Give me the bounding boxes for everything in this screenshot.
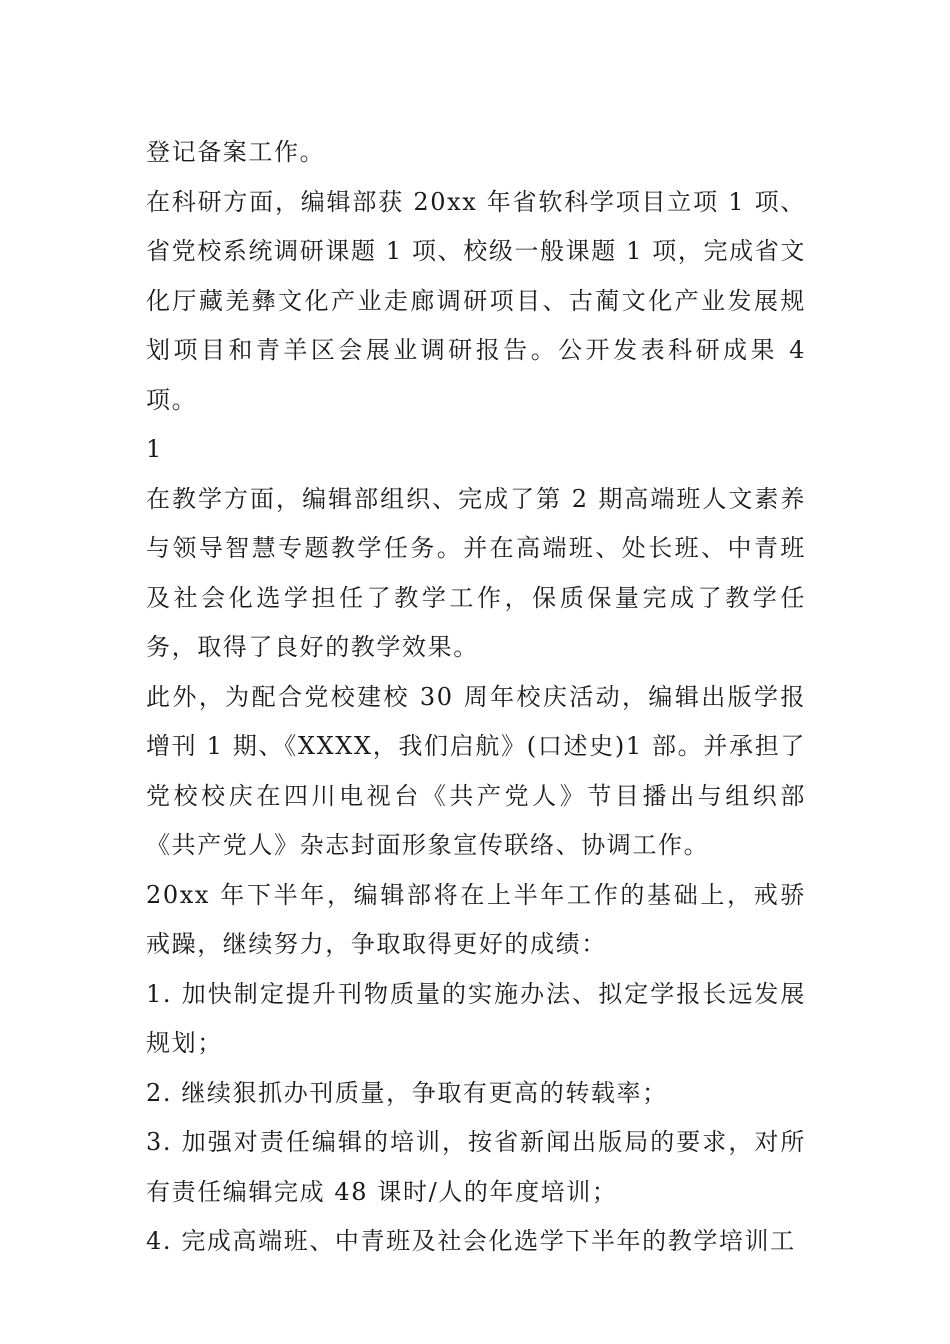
plan-item-3: 3. 加强对责任编辑的培训，按省新闻出版局的要求，对所有责任编辑完成 48 课时/人的年度培训； — [146, 1128, 806, 1206]
paragraph-anniversary: 此外，为配合党校建校 30 周年校庆活动，编辑出版学报增刊 1 期、《XXXX，我们启航》(口述史)1 部。并承担了党校校庆在四川电视台《共产党人》节目播出与组织部《共产党人》杂志封面形象宣传联络、协调工作。 — [146, 682, 806, 859]
plan-item-4: 4. 完成高端班、中青班及社会化选学下半年的教学培训工 — [146, 1227, 796, 1255]
paragraph-teaching: 在教学方面，编辑部组织、完成了第 2 期高端班人文素养与领导智慧专题教学任务。并在高端班、处长班、中青班及社会化选学担任了教学工作，保质保量完成了教学任务，取得了良好的教学效果。 — [146, 484, 806, 661]
paragraph-registration: 登记备案工作。 — [146, 138, 326, 166]
document-body — [146, 128, 806, 1267]
plan-item-2: 2. 继续狠抓办刊质量，争取有更高的转载率； — [146, 1078, 668, 1107]
paragraph-second-half-plan: 20xx 年下半年，编辑部将在上半年工作的基础上，戒骄戒躁，继续努力，争取取得更好的成绩： — [146, 880, 806, 958]
page-number: 1 — [146, 435, 163, 463]
plan-item-1: 1. 加快制定提升刊物质量的实施办法、拟定学报长远发展规划； — [146, 979, 806, 1057]
paragraph-research: 在科研方面，编辑部获 20xx 年省软科学项目立项 1 项、省党校系统调研课题 1 项、校级一般课题 1 项，完成省文化厅藏羌彝文化产业走廊调研项目、古蔺文化产业发展规划项目和青羊区会展业调研报告。公开发表科研成果 4 项。 — [146, 187, 806, 414]
